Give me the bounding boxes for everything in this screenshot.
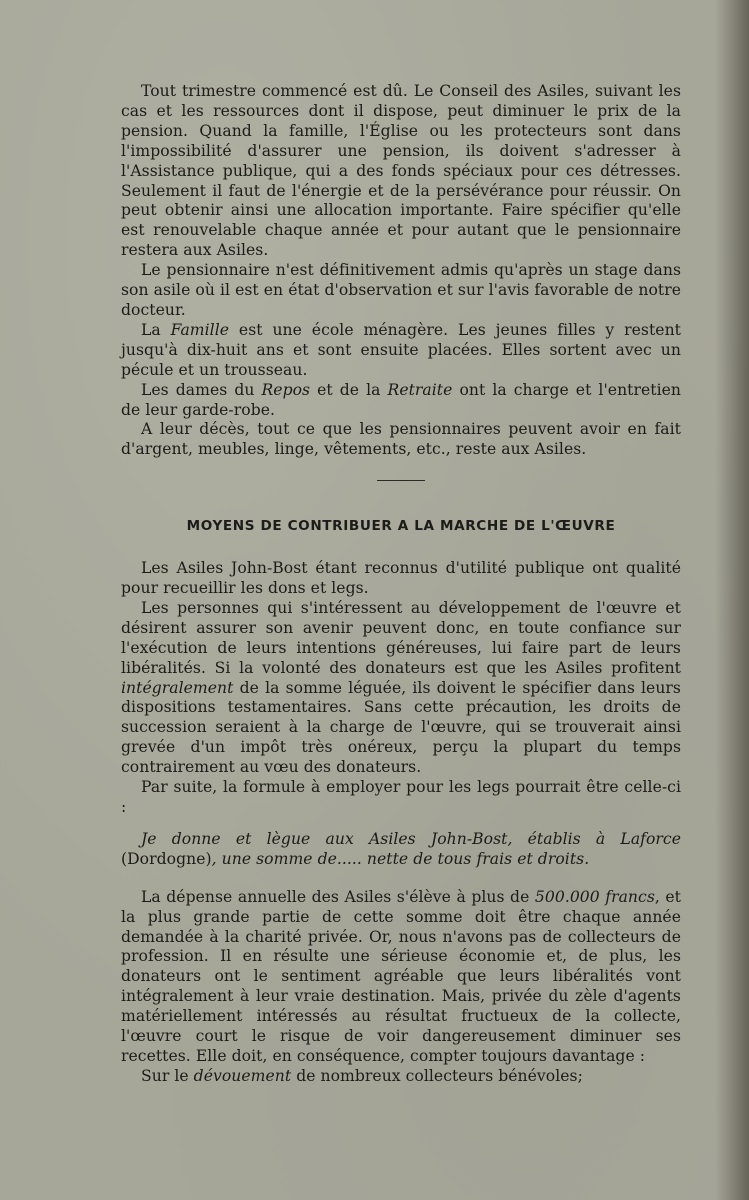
paragraph-formule-intro: Par suite, la formule à employer pour les legs pourrait être celle-ci : [121,778,681,816]
amount-term: 500.000 francs [534,887,655,906]
paragraph-admission: Le pensionnaire n'est définitivement admis qu'après un stage dans son asile où il est en état d'observation et sur l'avis favorable de notre docteur. [121,261,681,319]
retraite-term: Retraite [387,380,453,399]
paragraph-utilite-publique: Les Asiles John-Bost étant reconnus d'utilité publique ont qualité pour recueillir les dons et legs. [121,559,681,598]
paragraph-devouement: Sur le dévouement de nombreux collecteurs bénévoles; [141,1066,583,1085]
section-heading: MOYENS DE CONTRIBUER A LA MARCHE DE L'ŒUVRE [186,518,616,535]
repos-term: Repos [261,380,311,399]
paragraph-famille: La Famille est une école ménagère. Les jeunes filles y restent jusqu'à dix-huit ans et sont ensuite placées. Elles sortent avec un pécule et un trousseau. [121,320,681,379]
paragraph-trimestre: Tout trimestre commencé est dû. Le Conseil des Asiles, suivant les cas et les ressources dont il dispose, peut diminuer le prix de la pension. Quand la famille, l'Église ou les protecteurs sont dans l'impossibilité d'assurer une pension, ils doivent s'adresser à l'Assistance publique, qui a des fonds spéciaux pour ces détresses. Seulement il faut de l'énergie et de la persévérance pour réussir. On peut obtenir ainsi une allocation importante. Faire spécifier qu'elle est renouvelable chaque année et pour autant que le pensionnaire restera aux Asiles. [121,82,681,260]
integralement-term: intégralement [121,678,234,697]
page-edge-shadow [715,0,749,1200]
paragraph-repos: Les dames du Repos et de la Retraite ont la charge et l'entretien de leur garde-robe. [121,380,681,419]
paragraph-depense: La dépense annuelle des Asiles s'élève à plus de 500.000 francs, et la plus grande partie de cette somme doit être chaque année demandée à la charité privée. Or, nous n'avons pas de collecteurs de profession. Il en résulte une sérieuse économie et, de plus, les donateurs ont le sentiment agréable que leurs libéralités vont intégralement à leur vraie destination. Mais, privée du zèle d'agents matériellement intéressés au résultat fructueux de la collecte, l'œuvre court le risque de voir dangereusement diminuer ses recettes. Elle doit, en conséquence, compter toujours davantage : [121,887,682,1065]
legacy-formula: Je donne et lègue aux Asiles John-Bost, établis à Laforce (Dordogne), une somme de..... nette de tous frais et droits. [121,829,681,868]
paragraph-liberalites: Les personnes qui s'intéressent au développement de l'œuvre et désirent assurer son avenir peuvent donc, en toute confiance sur l'exécution de leurs intentions généreuses, lui faire part de leurs libéralités. Si la volonté des donateurs est que les Asiles profitent intégralement de la somme léguée, ils doivent le spécifier dans leurs dispositions testamentaires. Sans cette précaution, les droits de succession seraient à la charge de l'œuvre, qui se trouverait ainsi grevée d'un impôt très onéreux, perçu la plupart du temps contrairement au vœu des donateurs. [121,598,681,777]
paragraph-deces: A leur décès, tout ce que les pensionnaires peuvent avoir en fait d'argent, meubles, linge, vêtements, etc., reste aux Asiles. [121,420,681,459]
page-text [121,82,681,1087]
devouement-term: dévouement [193,1066,292,1085]
section-divider [377,480,425,481]
famille-term: Famille [170,320,230,339]
